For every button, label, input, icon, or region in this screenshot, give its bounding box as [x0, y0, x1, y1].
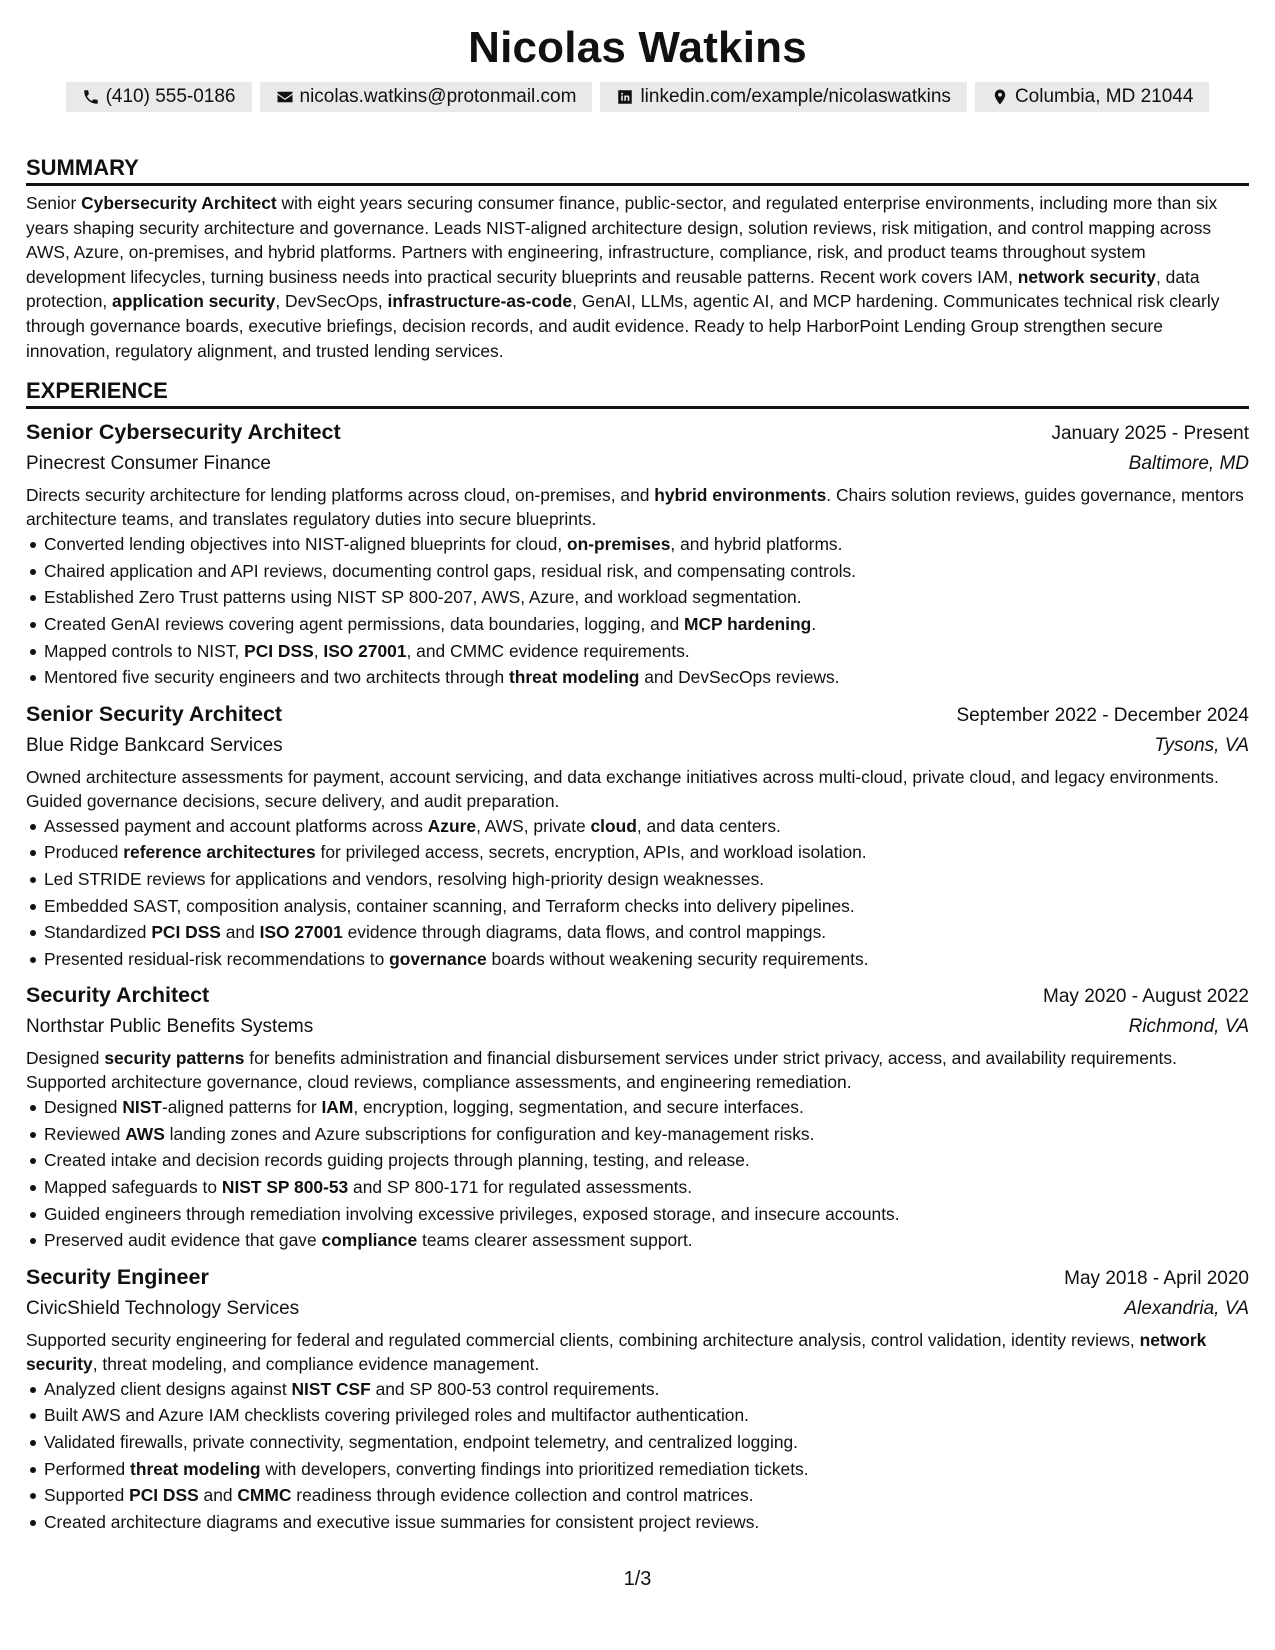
job-bullets	[26, 1094, 1249, 1254]
experience-list	[26, 417, 1249, 1535]
bullet-item: Performed threat modeling with developers, converting findings into prioritized remediation tickets.	[26, 1456, 1249, 1483]
experience-title: EXPERIENCE	[26, 378, 168, 404]
summary-title: SUMMARY	[26, 155, 139, 180]
job-company: Northstar Public Benefits Systems	[26, 1016, 314, 1038]
bullet-item: Supported PCI DSS and CMMC readiness through evidence collection and control matrices.	[26, 1482, 1249, 1509]
job-bullets	[26, 1376, 1249, 1536]
bullet-item: Mapped safeguards to NIST SP 800-53 and SP 800-171 for regulated assessments.	[26, 1174, 1249, 1201]
contact-location	[975, 82, 1209, 112]
job-company: CivicShield Technology Services	[26, 1297, 300, 1319]
job-entry	[26, 980, 1249, 1254]
bullet-item: Established Zero Trust patterns using NIST SP 800-207, AWS, Azure, and workload segmentation.	[26, 584, 1249, 611]
job-location: Alexandria, VA	[1124, 1297, 1249, 1319]
job-description: Supported security engineering for federal and regulated commercial clients, combining architecture analysis, control validation, identity reviews, network security, threat modeling, and compliance evidence management.	[26, 1329, 1207, 1374]
bullet-item: Built AWS and Azure IAM checklists covering privileged roles and multifactor authentication.	[26, 1402, 1249, 1429]
job-entry	[26, 417, 1249, 691]
job-title: Senior Security Architect	[26, 701, 283, 726]
bullet-item: Embedded SAST, composition analysis, container scanning, and Terraform checks into delivery pipelines.	[26, 893, 1249, 920]
bullet-item: Converted lending objectives into NIST-aligned blueprints for cloud, on-premises, and hybrid platforms.	[26, 531, 1249, 558]
job-dates: May 2020 - August 2022	[1043, 986, 1249, 1008]
job-location: Tysons, VA	[1154, 734, 1249, 756]
job-entry	[26, 1262, 1249, 1536]
bullet-item: Reviewed AWS landing zones and Azure subscriptions for configuration and key-management risks.	[26, 1121, 1249, 1148]
bullet-item: Mapped controls to NIST, PCI DSS, ISO 27001, and CMMC evidence requirements.	[26, 638, 1249, 665]
bullet-item: Guided engineers through remediation involving excessive privileges, exposed storage, and insecure accounts.	[26, 1201, 1249, 1228]
contact-bar	[26, 82, 1249, 112]
bullet-item: Produced reference architectures for privileged access, secrets, encryption, APIs, and workload isolation.	[26, 839, 1249, 866]
candidate-name: Nicolas Watkins	[468, 23, 807, 72]
contact-email[interactable]	[260, 82, 593, 112]
map-pin-icon	[991, 88, 1009, 106]
job-dates: January 2025 - Present	[1051, 423, 1249, 445]
job-title: Senior Cybersecurity Architect	[26, 420, 341, 445]
job-dates: September 2022 - December 2024	[956, 704, 1249, 726]
bullet-item: Chaired application and API reviews, documenting control gaps, residual risk, and compensating controls.	[26, 558, 1249, 585]
bullet-item: Created architecture diagrams and executive issue summaries for consistent project reviews.	[26, 1509, 1249, 1536]
contact-linkedin[interactable]	[600, 82, 966, 112]
job-company: Blue Ridge Bankcard Services	[26, 734, 283, 756]
bullet-item: Mentored five security engineers and two architects through threat modeling and DevSecOps reviews.	[26, 664, 1249, 691]
job-location: Richmond, VA	[1128, 1016, 1249, 1038]
bullet-item: Created intake and decision records guiding projects through planning, testing, and release.	[26, 1147, 1249, 1174]
bullet-item: Analyzed client designs against NIST CSF and SP 800-53 control requirements.	[26, 1376, 1249, 1403]
job-bullets	[26, 813, 1249, 973]
job-company: Pinecrest Consumer Finance	[26, 453, 271, 475]
linkedin-text: linkedin.com/example/nicolaswatkins	[640, 86, 951, 107]
email-text: nicolas.watkins@protonmail.com	[299, 86, 577, 107]
page-number: 1/3	[623, 1568, 652, 1590]
bullet-item: Validated firewalls, private connectivity, segmentation, endpoint telemetry, and centralized logging.	[26, 1429, 1249, 1456]
bullet-item: Created GenAI reviews covering agent permissions, data boundaries, logging, and MCP hardening.	[26, 611, 1249, 638]
bullet-item: Presented residual-risk recommendations to governance boards without weakening security requirements.	[26, 946, 1249, 973]
contact-phone[interactable]	[66, 82, 252, 112]
summary-text: Senior Cybersecurity Architect with eight years securing consumer finance, public-sector, and regulated enterprise environments, including more than six years shaping security architecture and governance. Leads NIST-aligned architecture design, solution reviews, risk mitigation, and control mapping across AWS, Azure, on-premises, and hybrid platforms. Partners with engineering, infrastructure, compliance, risk, and product teams throughout system development lifecycles, turning business needs into practical security blueprints and reusable patterns. Recent work covers IAM, network security, data protection, application security, DevSecOps, infrastructure-as-code, GenAI, LLMs, agentic AI, and MCP hardening. Communicates technical risk clearly through governance boards, executive briefings, decision records, and audit evidence. Ready to help HarborPoint Lending Group strengthen secure innovation, regulatory alignment, and trusted lending services.	[26, 193, 1220, 361]
job-description: Owned architecture assessments for payment, account servicing, and data exchange initiatives across multi-cloud, private cloud, and legacy environments. Guided governance decisions, secure delivery, and audit preparation.	[26, 766, 1219, 811]
job-location: Baltimore, MD	[1128, 453, 1249, 475]
job-description: Directs security architecture for lending platforms across cloud, on-premises, and hybrid environments. Chairs solution reviews, guides governance, mentors architecture teams, and translates regulatory duties into secure blueprints.	[26, 485, 1244, 530]
phone-icon	[82, 88, 100, 106]
summary-header	[26, 154, 1249, 186]
job-title: Security Architect	[26, 983, 210, 1008]
bullet-item: Designed NIST-aligned patterns for IAM, encryption, logging, segmentation, and secure interfaces.	[26, 1094, 1249, 1121]
phone-text: (410) 555-0186	[105, 86, 236, 107]
experience-header	[26, 377, 1249, 409]
bullet-item: Assessed payment and account platforms across Azure, AWS, private cloud, and data centers.	[26, 813, 1249, 840]
location-text: Columbia, MD 21044	[1014, 86, 1194, 107]
job-description: Designed security patterns for benefits administration and financial disbursement services under strict privacy, access, and availability requirements. Supported architecture governance, cloud reviews, compliance assessments, and engineering remediation.	[26, 1048, 1177, 1093]
job-entry	[26, 699, 1249, 973]
job-title: Security Engineer	[26, 1264, 209, 1289]
bullet-item: Preserved audit evidence that gave compliance teams clearer assessment support.	[26, 1227, 1249, 1254]
linkedin-icon	[616, 88, 634, 106]
job-bullets	[26, 531, 1249, 691]
bullet-item: Led STRIDE reviews for applications and vendors, resolving high-priority design weaknesses.	[26, 866, 1249, 893]
bullet-item: Standardized PCI DSS and ISO 27001 evidence through diagrams, data flows, and control mappings.	[26, 919, 1249, 946]
job-dates: May 2018 - April 2020	[1064, 1267, 1249, 1289]
envelope-icon	[276, 88, 294, 106]
